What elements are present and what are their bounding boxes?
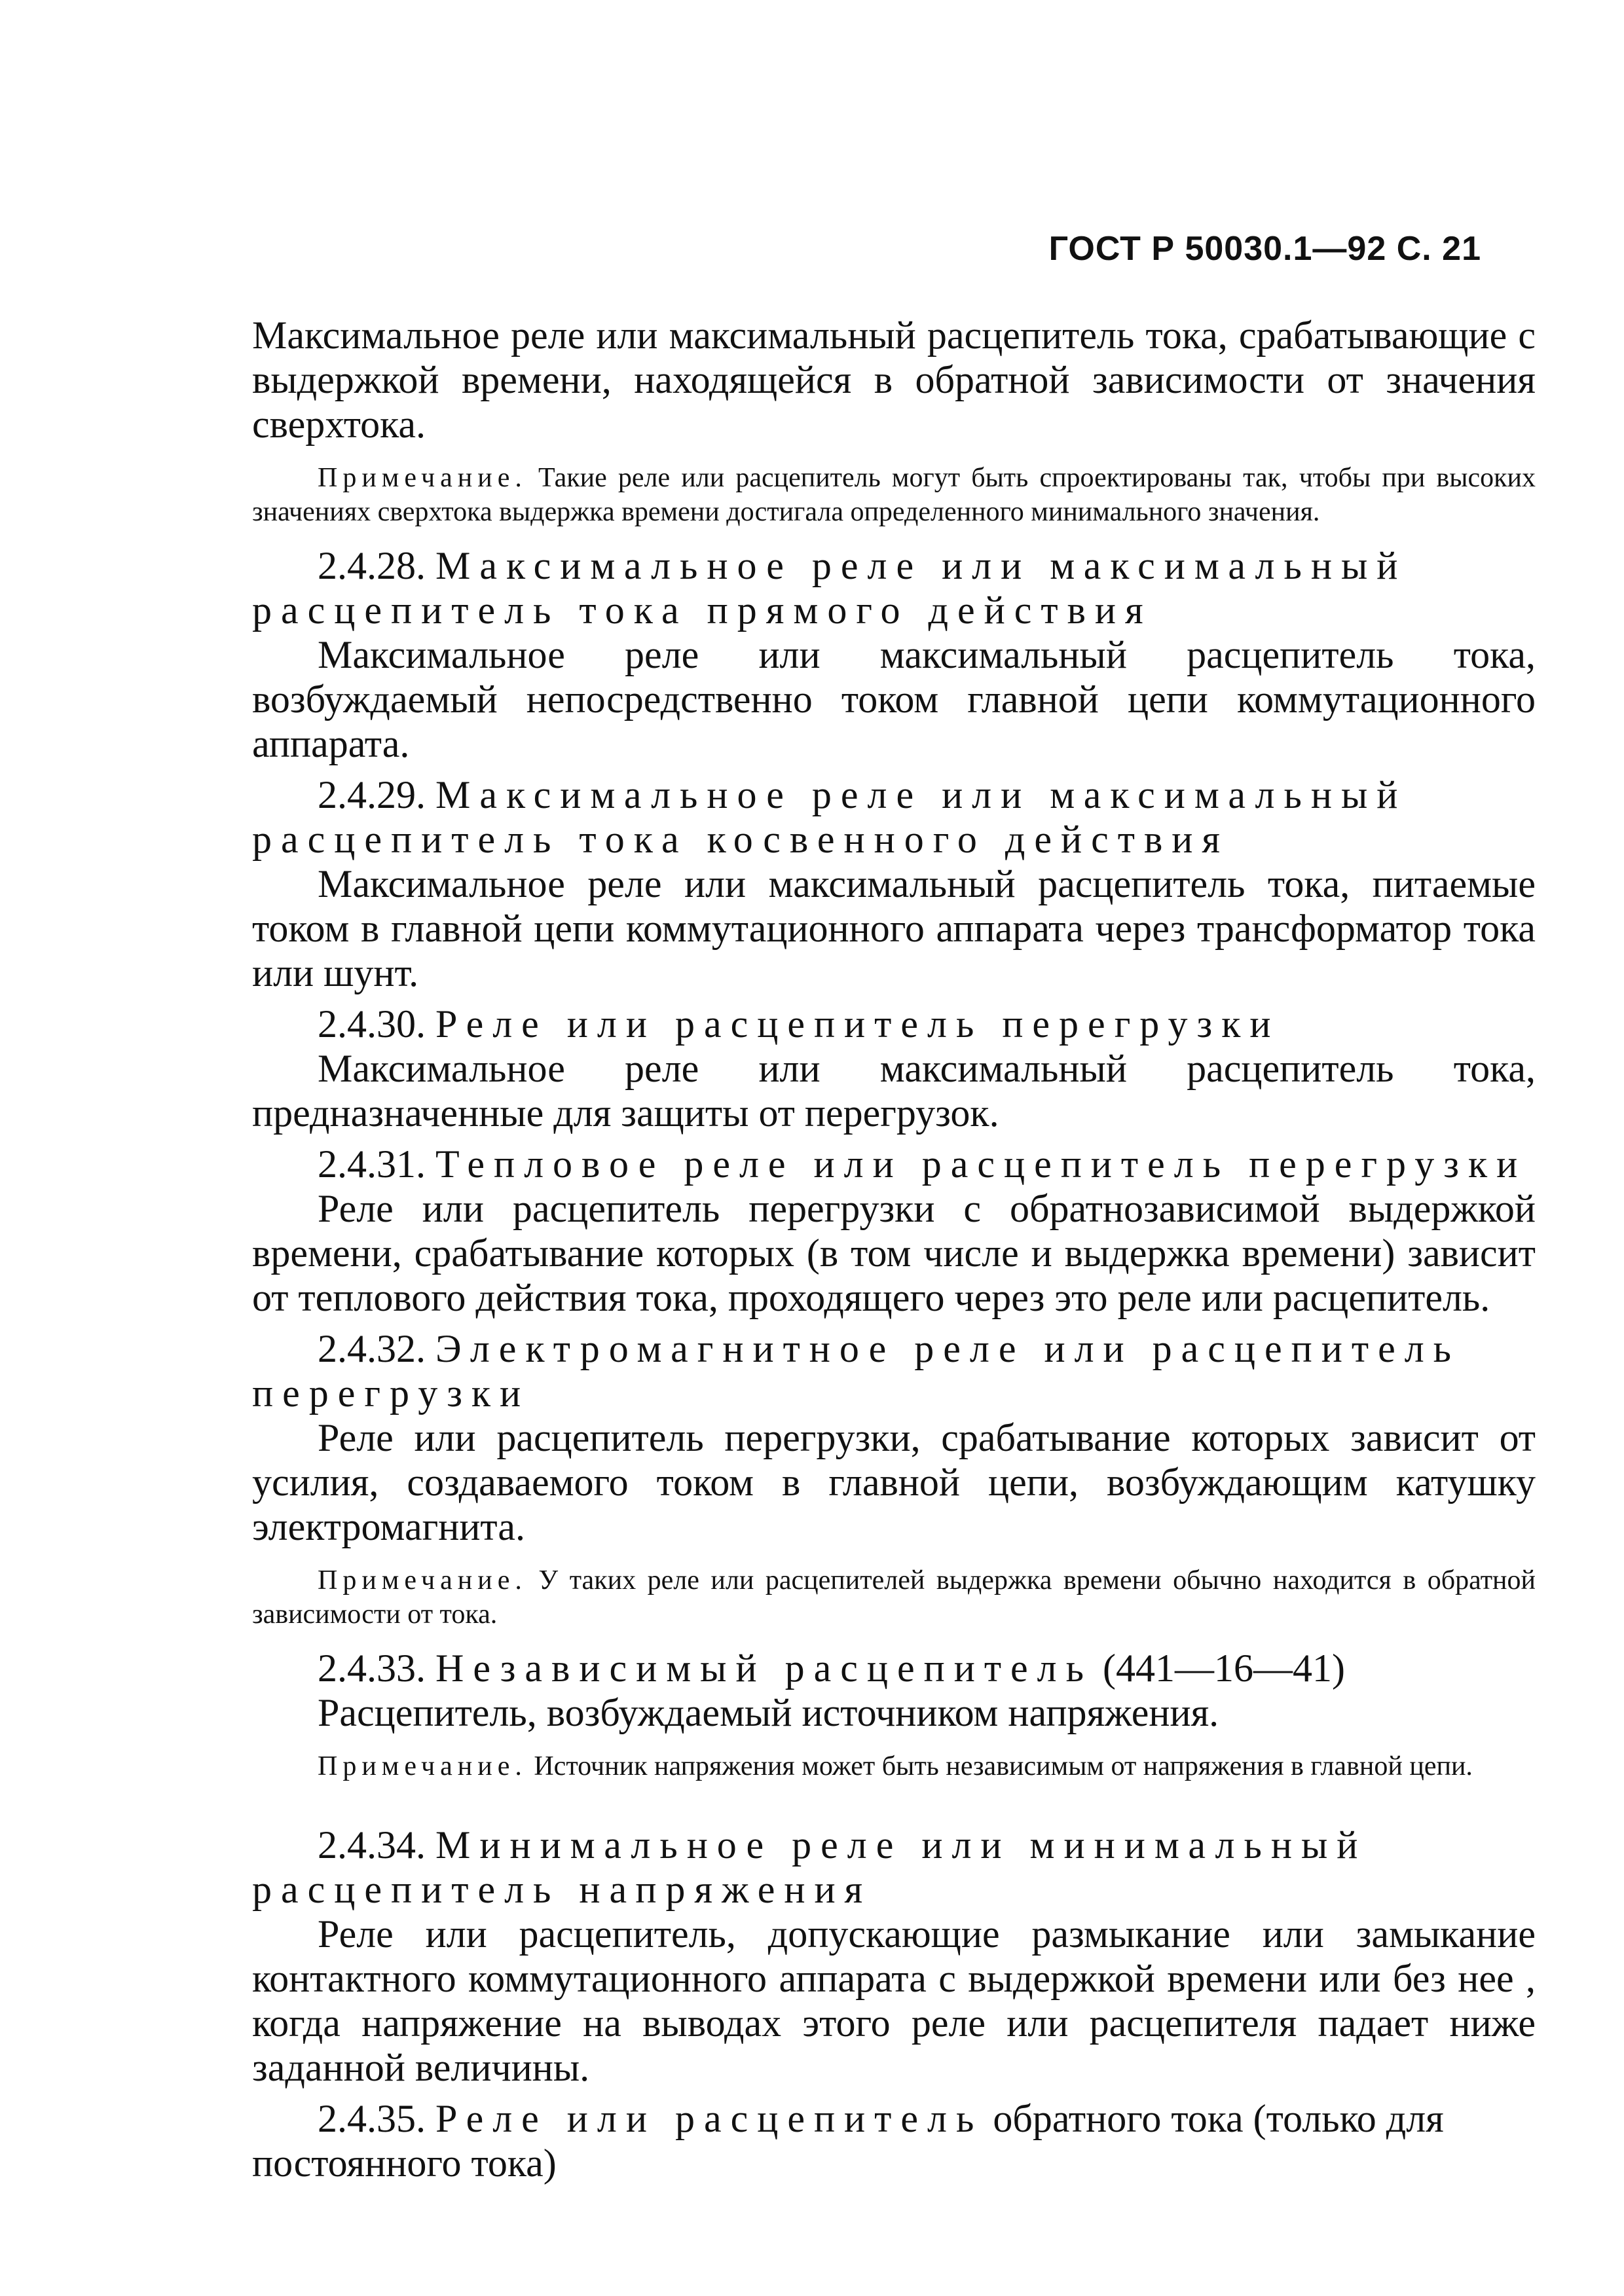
term-number: 2.4.33. — [318, 1647, 426, 1690]
note-text: Источник напряжения может быть независимым от напряжения в главной цепи. — [534, 1751, 1473, 1781]
page-header: ГОСТ Р 50030.1—92 С. 21 — [1048, 230, 1481, 268]
note-label: Примечание. — [318, 1751, 527, 1781]
note-label: Примечание. — [318, 463, 527, 493]
term-name: Реле или расцепитель перегрузки — [435, 1002, 1280, 1046]
term-name: Максимальное реле или максимальный расцепитель тока прямого действия — [252, 544, 1407, 632]
term-number: 2.4.35. — [318, 2097, 426, 2140]
note — [252, 461, 1536, 529]
term-name: Реле или расцепитель — [435, 2097, 984, 2140]
definition-text: Реле или расцепитель перегрузки с обратнозависимой выдержкой времени, срабатывание которых (в том числе и выдержка времени) зависит от теплового действия тока, проходящего через это реле или расцепитель. — [252, 1187, 1536, 1319]
definition-text: Реле или расцепитель перегрузки, срабатывание которых зависит от усилия, создаваемого током в главной цепи, возбуждающим катушку электромагнита. — [252, 1416, 1536, 1548]
term-number: 2.4.34. — [318, 1823, 426, 1867]
term-heading — [252, 1823, 1536, 1912]
term-heading — [252, 2096, 1536, 2185]
term-heading — [252, 1002, 1536, 1046]
note — [252, 1749, 1536, 1783]
note-text: У таких реле или расцепителей выдержка времени обычно находится в обратной зависимости от тока. — [252, 1565, 1536, 1630]
spacer — [252, 1798, 1536, 1816]
term-heading — [252, 543, 1536, 632]
term-name-continuation: обратного тока (только для постоянного тока) — [252, 2097, 1444, 2185]
definition-text: Максимальное реле или максимальный расцепитель тока, срабатывающие с выдержкой времени, находящейся в обратной зависимости от значения сверхтока. — [252, 314, 1536, 446]
term-heading — [252, 1142, 1536, 1186]
definition-text: Расцепитель, возбуждаемый источником напряжения. — [318, 1691, 1219, 1734]
term-name: Независимый расцепитель — [435, 1647, 1093, 1690]
term-number: 2.4.31. — [318, 1142, 426, 1186]
term-name: Максимальное реле или максимальный расцепитель тока косвенного действия — [252, 773, 1407, 861]
term-name: Минимальное реле или минимальный расцепитель напряжения — [252, 1823, 1367, 1911]
term-number: 2.4.32. — [318, 1327, 426, 1370]
definition-text: Максимальное реле или максимальный расцепитель тока, питаемые током в главной цепи коммутационного аппарата через трансформатор тока или шунт. — [252, 862, 1536, 994]
definition-text: Реле или расцепитель, допускающие размыкание или замыкание контактного коммутационного аппарата с выдержкой времени или без нее , когда напряжение на выводах этого реле или расцепителя падает ниже заданной величины. — [252, 1912, 1536, 2089]
definition-text: Максимальное реле или максимальный расцепитель тока, предназначенные для защиты от перегрузок. — [252, 1047, 1536, 1135]
note-text: Такие реле или расцепитель могут быть спроектированы так, чтобы при высоких значениях сверхтока выдержка времени достигала определенного минимального значения. — [252, 463, 1536, 527]
term-reference: (441—16—41) — [1102, 1647, 1345, 1690]
term-heading — [252, 1646, 1536, 1690]
term-number: 2.4.29. — [318, 773, 426, 816]
term-heading — [252, 773, 1536, 862]
note — [252, 1563, 1536, 1631]
term-name: Тепловое реле или расцепитель перегрузки — [435, 1142, 1527, 1186]
definition-text: Максимальное реле или максимальный расцепитель тока, возбуждаемый непосредственно током главной цепи коммутационного аппарата. — [252, 633, 1536, 765]
term-name: Электромагнитное реле или расцепитель перегрузки — [252, 1327, 1461, 1415]
page-content — [252, 313, 1536, 2185]
term-number: 2.4.28. — [318, 544, 426, 587]
note-label: Примечание. — [318, 1565, 527, 1595]
term-heading — [252, 1326, 1536, 1415]
term-number: 2.4.30. — [318, 1002, 426, 1046]
